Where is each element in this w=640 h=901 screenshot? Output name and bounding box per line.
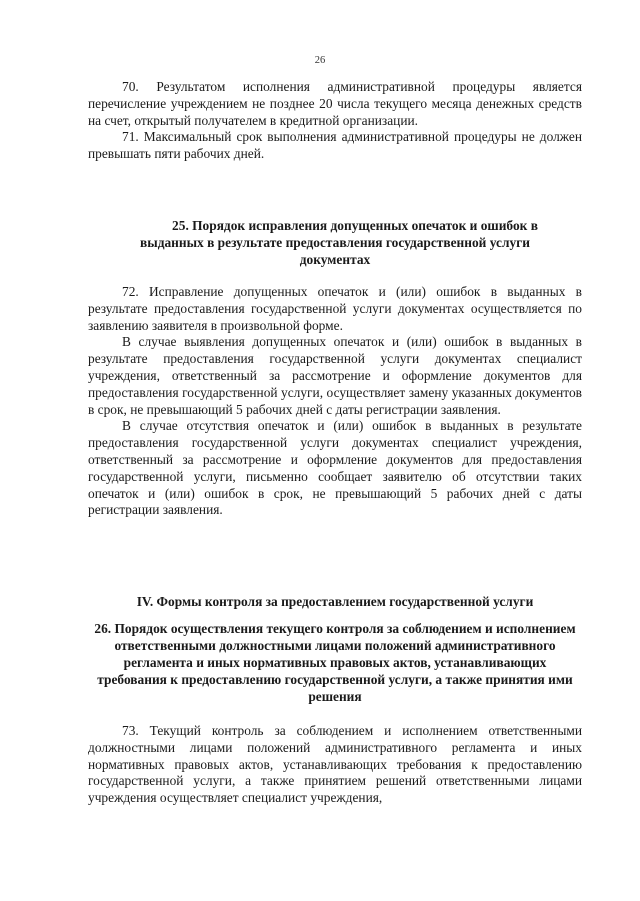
block-procedure-result xyxy=(88,79,582,163)
section-26-heading: 26. Порядок осуществления текущего контроля за соблюдением и исполнением ответственными должностными лицами положений административного регламента и иных нормативных правовых актов, устанавливающих требования к предоставлению государственной услуги, а также принятия ими решения xyxy=(94,621,576,704)
section-26-body xyxy=(88,723,582,807)
paragraph-70: 70. Результатом исполнения административной процедуры является перечисление учреждением не позднее 20 числа текущего месяца денежных средств на счет, открытый получателем в кредитной организации. xyxy=(88,79,582,128)
paragraph-72: 72. Исправление допущенных опечаток и (или) ошибок в выданных в результате предоставления государственной услуги документах осуществляется по заявлению заявителя в произвольной форме. xyxy=(88,284,582,333)
section-26 xyxy=(88,620,582,705)
paragraph-71: 71. Максимальный срок выполнения административной процедуры не должен превышать пяти рабочих дней. xyxy=(88,129,582,162)
paragraph-72-detected: В случае выявления допущенных опечаток и (или) ошибок в выданных в результате предоставления государственной услуги документах специалист учреждения, ответственный за рассмотрение и оформление документов для предоставления государственной услуги, осуществляет замену указанных документов в срок, не превышающий 5 рабочих дней с даты регистрации заявления. xyxy=(88,334,582,417)
section-25-body xyxy=(88,284,582,519)
paragraph-72-absent: В случае отсутствия опечаток и (или) ошибок в выданных в результате предоставления государственной услуги документах специалист учреждения, ответственный за рассмотрение и оформление документов для предоставления государственной услуги, письменно сообщает заявителю об отсутствии таких опечаток и (или) ошибок в срок, не превышающий 5 рабочих дней с даты регистрации заявления. xyxy=(88,418,582,518)
paragraph-73: 73. Текущий контроль за соблюдением и исполнением ответственными должностными лицами положений административного регламента и иных нормативных правовых актов, устанавливающих требования к предоставлению государственной услуги, а также принятием решений ответственными лицами учреждения осуществляет специалист учреждения, xyxy=(88,723,582,806)
chapter-4 xyxy=(88,593,582,610)
section-25-heading: 25. Порядок исправления допущенных опечаток и ошибок в выданных в результате предоставления государственной услуги документах xyxy=(140,218,538,267)
section-25 xyxy=(88,217,582,268)
chapter-4-title: IV. Формы контроля за предоставлением государственной услуги xyxy=(136,594,534,609)
page-number: 26 xyxy=(314,55,326,66)
